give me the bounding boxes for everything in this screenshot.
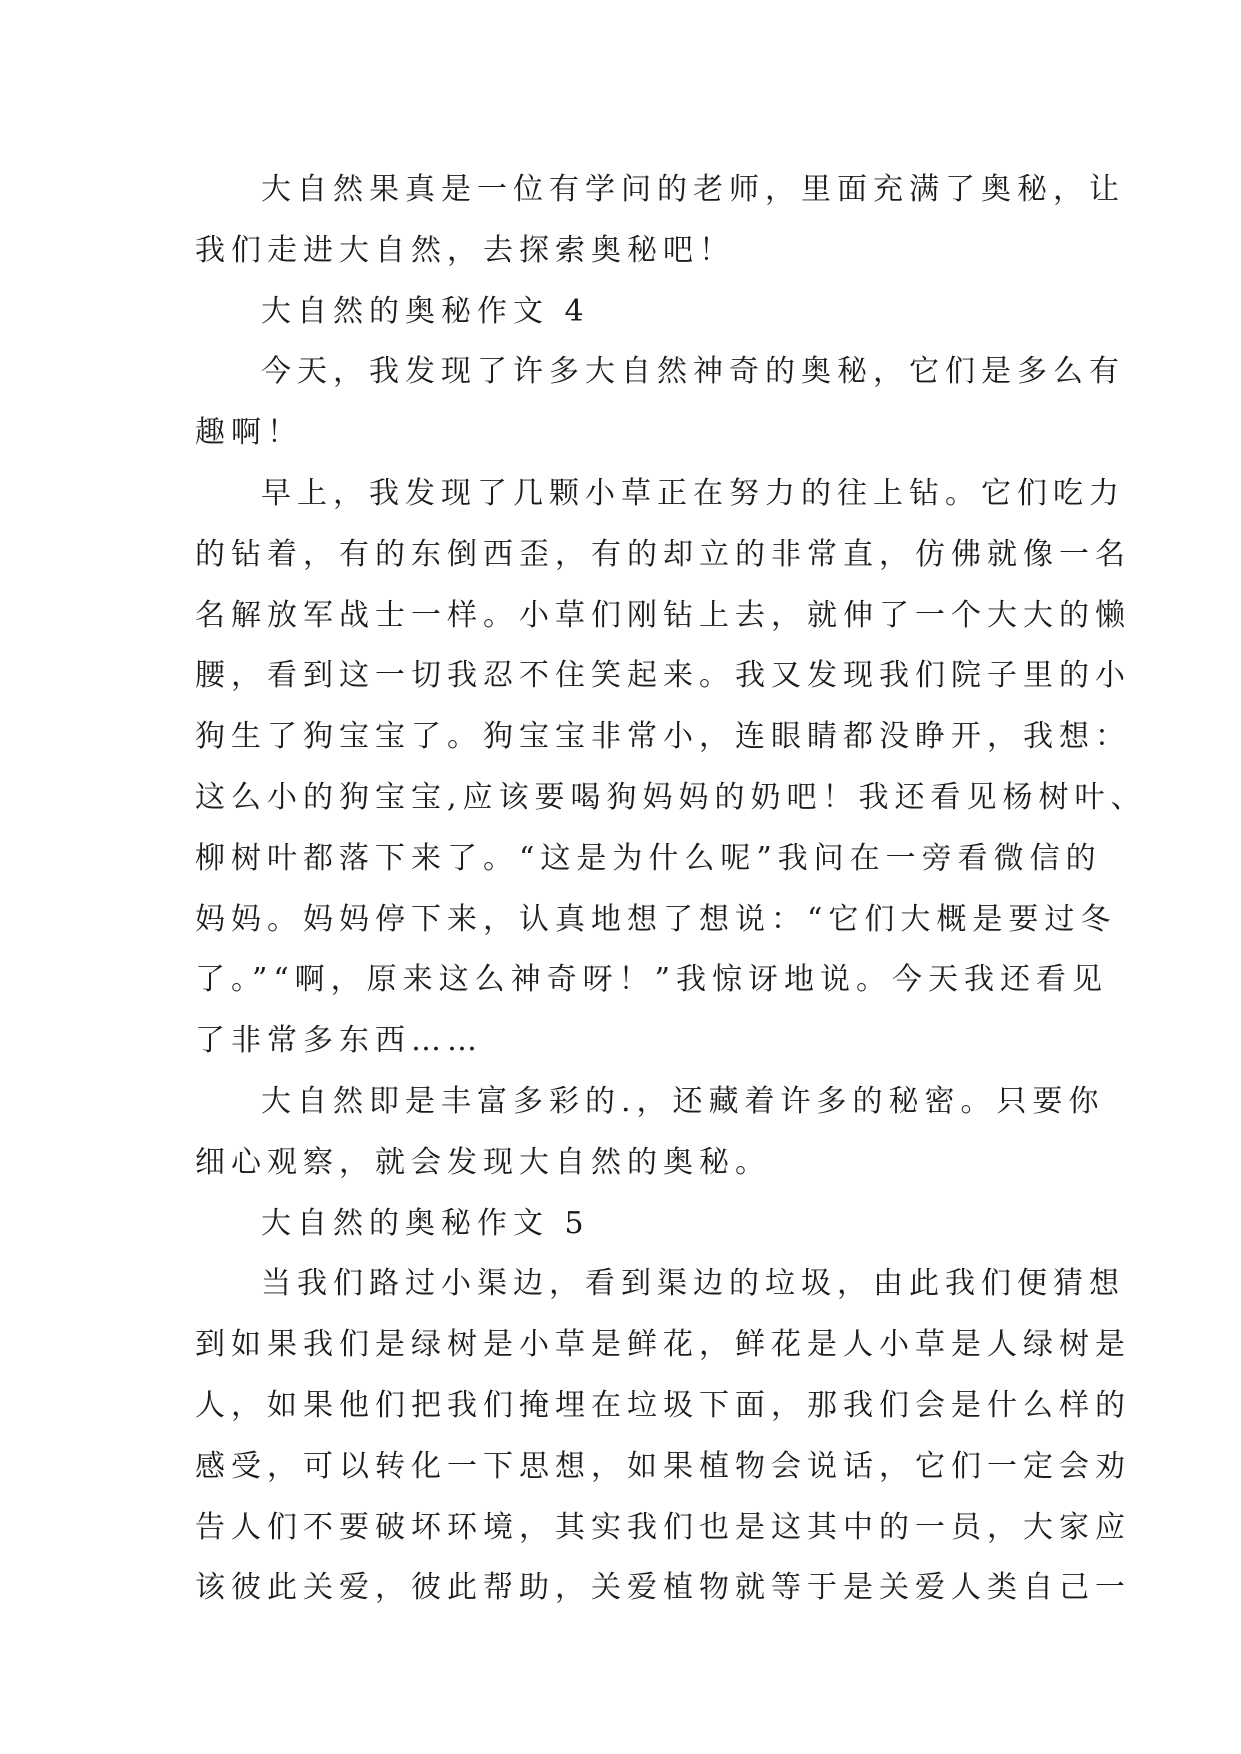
text-line: 了。”“啊，原来这么神奇呀！”我惊讶地说。今天我还看见 [195,962,1109,998]
paragraph-5 [195,1254,1131,1619]
text-line: 腰，看到这一切我忍不住笑起来。我又发现我们院子里的小 [195,658,1131,694]
text-line: 趣啊！ [195,415,303,451]
text-line: 早上，我发现了几颗小草正在努力的往上钻。它们吃力 [261,475,1125,511]
text-line: 了非常多东西…… [195,1023,483,1059]
text-line: 该彼此关爱，彼此帮助，关爱植物就等于是关爱人类自己一 [195,1570,1131,1606]
text-line: 今天，我发现了许多大自然神奇的奥秘，它们是多么有 [261,354,1125,390]
text-line: 名解放军战士一样。小草们刚钻上去，就伸了一个大大的懒 [195,597,1131,633]
section-heading: 大自然的奥秘作文 5 [261,1205,590,1241]
text-line: 狗生了狗宝宝了。狗宝宝非常小，连眼睛都没睁开，我想： [195,719,1131,755]
paragraph-2 [195,342,1125,464]
text-line: 到如果我们是绿树是小草是鲜花，鲜花是人小草是人绿树是 [195,1327,1131,1363]
text-line: 人，如果他们把我们掩埋在垃圾下面，那我们会是什么样的 [195,1387,1131,1423]
text-line: 细心观察，就会发现大自然的奥秘。 [195,1144,771,1180]
section-heading: 大自然的奥秘作文 4 [261,293,590,329]
text-line: 感受，可以转化一下思想，如果植物会说话，它们一定会劝 [195,1448,1131,1484]
text-line: 当我们路过小渠边，看到渠边的垃圾，由此我们便猜想 [261,1266,1125,1302]
text-line: 这么小的狗宝宝,应该要喝狗妈妈的奶吧！我还看见杨树叶、 [195,779,1147,815]
text-line: 我们走进大自然，去探索奥秘吧！ [195,232,735,268]
text-line: 大自然果真是一位有学问的老师，里面充满了奥秘，让 [261,172,1125,207]
document-body [195,160,1147,1619]
essay-heading-5 [195,1194,1065,1255]
text-line: 柳树叶都落下来了。“这是为什么呢”我问在一旁看微信的 [195,840,1102,876]
text-line: 妈妈。妈妈停下来，认真地想了想说：“它们大概是要过冬 [195,901,1117,937]
paragraph-1 [195,160,1125,282]
paragraph-4 [195,1072,1105,1194]
text-line: 大自然即是丰富多彩的.，还藏着许多的秘密。只要你 [261,1083,1105,1119]
essay-heading-4 [195,282,1065,343]
paragraph-3 [195,464,1147,1072]
text-line: 的钻着，有的东倒西歪，有的却立的非常直，仿佛就像一名 [195,536,1131,572]
text-line: 告人们不要破坏环境，其实我们也是这其中的一员，大家应 [195,1509,1131,1545]
